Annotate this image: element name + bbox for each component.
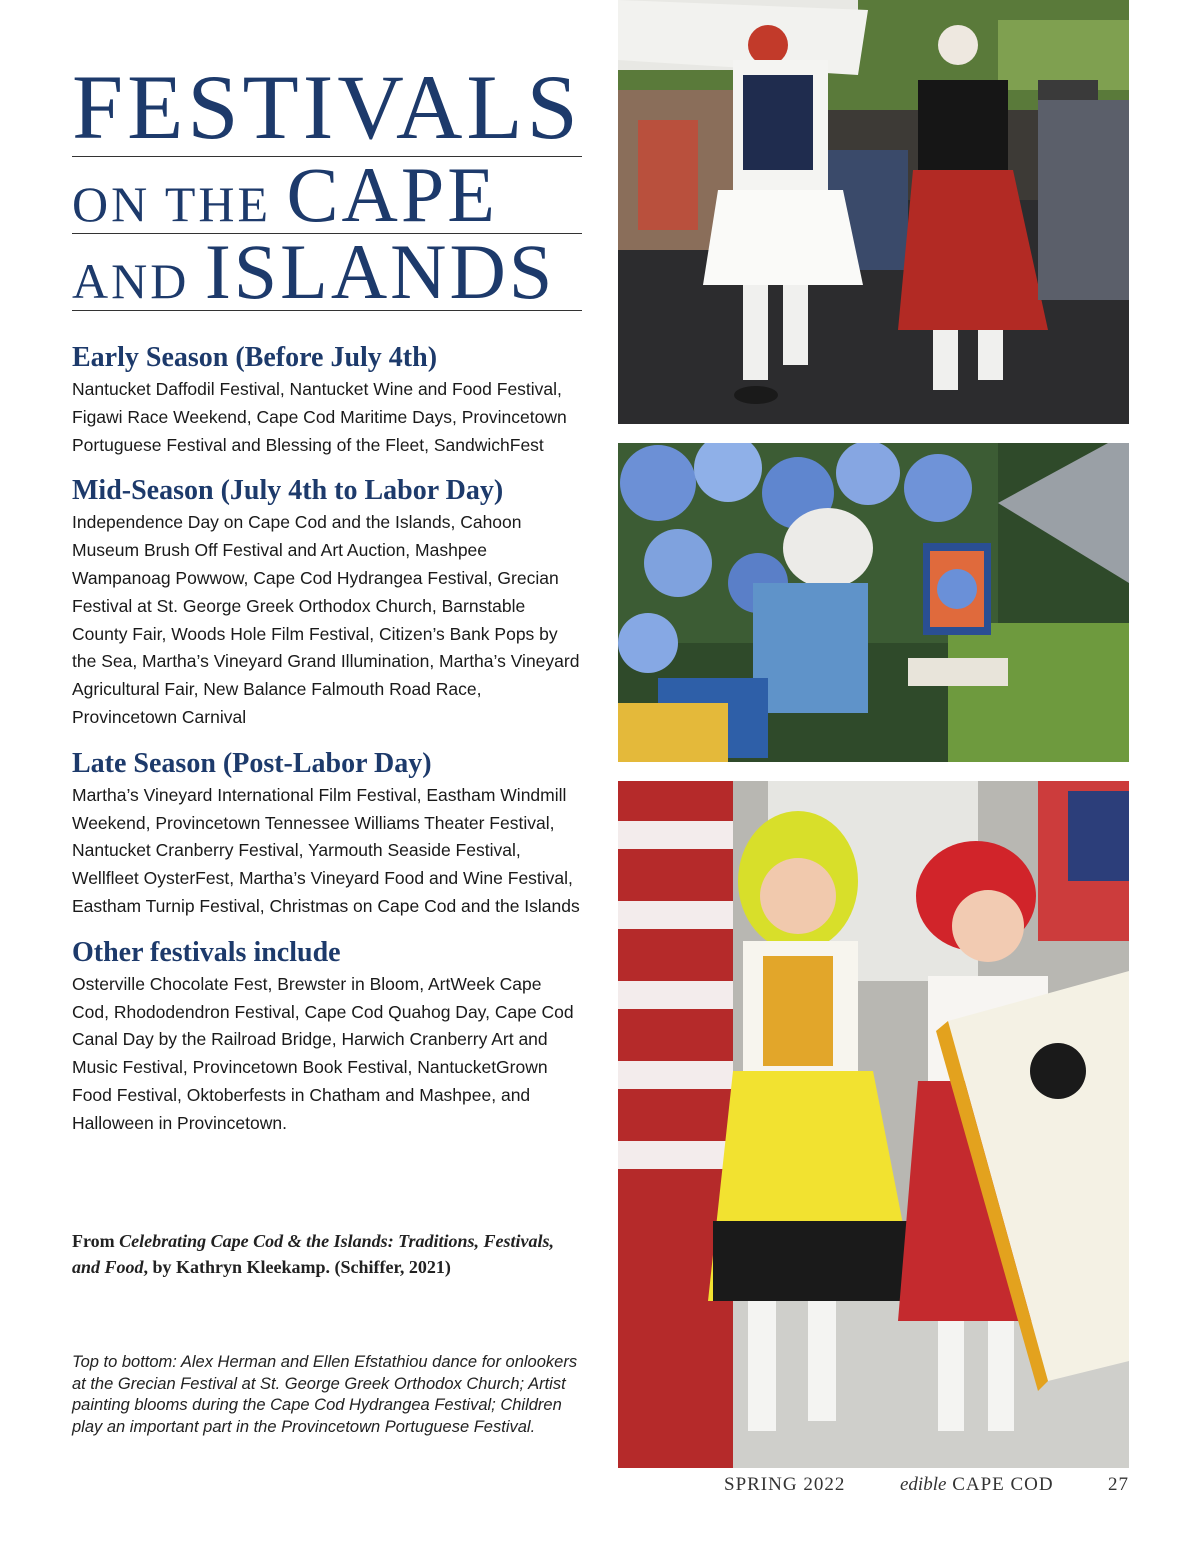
section-heading: Late Season (Post-Labor Day) bbox=[72, 747, 432, 779]
section-body: Martha’s Vineyard International Film Festival, Eastham Windmill Weekend, Provincetown Tennessee Williams Theater Festival, Nantucket Cranberry Festival, Yarmouth Seaside Festival, Wellfleet OysterFest, Martha’s Vineyard Food and Wine Festival, Eastham Turnip Festival, Christmas on Cape Cod and the Islands bbox=[72, 784, 580, 916]
credit-prefix: From bbox=[72, 1231, 120, 1251]
section-other-festivals bbox=[72, 935, 582, 1138]
section-body: Nantucket Daffodil Festival, Nantucket Wine and Food Festival, Figawi Race Weekend, Cape Cod Maritime Days, Provincetown Portuguese Festival and Blessing of the Fleet, SandwichFest bbox=[72, 379, 567, 455]
footer-issue: SPRING 2022 bbox=[724, 1474, 846, 1495]
footer-magazine-italic: edible bbox=[900, 1474, 947, 1495]
title-line-and-islands bbox=[72, 228, 582, 315]
title-on-the: ON THE bbox=[72, 176, 287, 232]
page-title bbox=[72, 56, 582, 315]
section-heading: Other festivals include bbox=[72, 936, 341, 968]
credit-suffix: , by Kathryn Kleekamp. (Schiffer, 2021) bbox=[143, 1257, 451, 1277]
footer-magazine-rest: CAPE COD bbox=[946, 1474, 1054, 1495]
photo-hydrangea-artist bbox=[618, 443, 1129, 762]
section-body: Independence Day on Cape Cod and the Islands, Cahoon Museum Brush Off Festival and Art Auction, Mashpee Wampanoag Powwow, Cape Cod Hydrangea Festival, Grecian Festival at St. George Greek Orthodox Church, Barnstable County Fair, Woods Hole Film Festival, Citizen’s Bank Pops by the Sea, Martha’s Vineyard Grand Illumination, Martha’s Vineyard Agricultural Fair, New Balance Falmouth Road Race, Provincetown Carnival bbox=[72, 512, 580, 727]
title-line-festivals: FESTIVALS bbox=[72, 56, 582, 158]
portuguese-children-image bbox=[618, 781, 1129, 1468]
section-late-season bbox=[72, 746, 582, 921]
photo-caption: Top to bottom: Alex Herman and Ellen Efstathiou dance for onlookers at the Grecian Festival at St. George Greek Orthodox Church; Artist painting blooms during the Cape Cod Hydrangea Festival; Children play an important part in the Provincetown Portuguese Festival. bbox=[72, 1353, 578, 1436]
greek-dancers-image bbox=[618, 0, 1129, 424]
title-and: AND bbox=[72, 253, 205, 309]
section-heading: Mid-Season (July 4th to Labor Day) bbox=[72, 475, 504, 507]
book-credit bbox=[72, 1228, 582, 1280]
photo-portuguese-children bbox=[618, 781, 1129, 1468]
section-body: Osterville Chocolate Fest, Brewster in Bloom, ArtWeek Cape Cod, Rhododendron Festival, Cape Cod Quahog Day, Cape Cod Canal Day by the Railroad Bridge, Harwich Cranberry Art and Music Festival, Provincetown Book Festival, NantucketGrown Food Festival, Oktoberfests in Chatham and Mashpee, and Halloween in Provincetown. bbox=[72, 973, 574, 1133]
section-heading: Early Season (Before July 4th) bbox=[72, 342, 438, 373]
title-cape: CAPE bbox=[286, 151, 498, 238]
page-footer bbox=[618, 1474, 1129, 1498]
festival-list bbox=[72, 340, 582, 1152]
hydrangea-artist-image bbox=[618, 443, 1129, 762]
title-islands: ISLANDS bbox=[204, 228, 556, 315]
section-mid-season bbox=[72, 473, 582, 731]
section-early-season bbox=[72, 340, 582, 459]
title-line-on-the-cape bbox=[72, 151, 582, 238]
footer-magazine-name bbox=[900, 1474, 1054, 1496]
credit-book-title: Celebrating Cape Cod & the Islands: Traditions, Festivals, and Food bbox=[72, 1231, 555, 1277]
photo-greek-dancers bbox=[618, 0, 1129, 424]
page-number: 27 bbox=[1108, 1474, 1129, 1495]
